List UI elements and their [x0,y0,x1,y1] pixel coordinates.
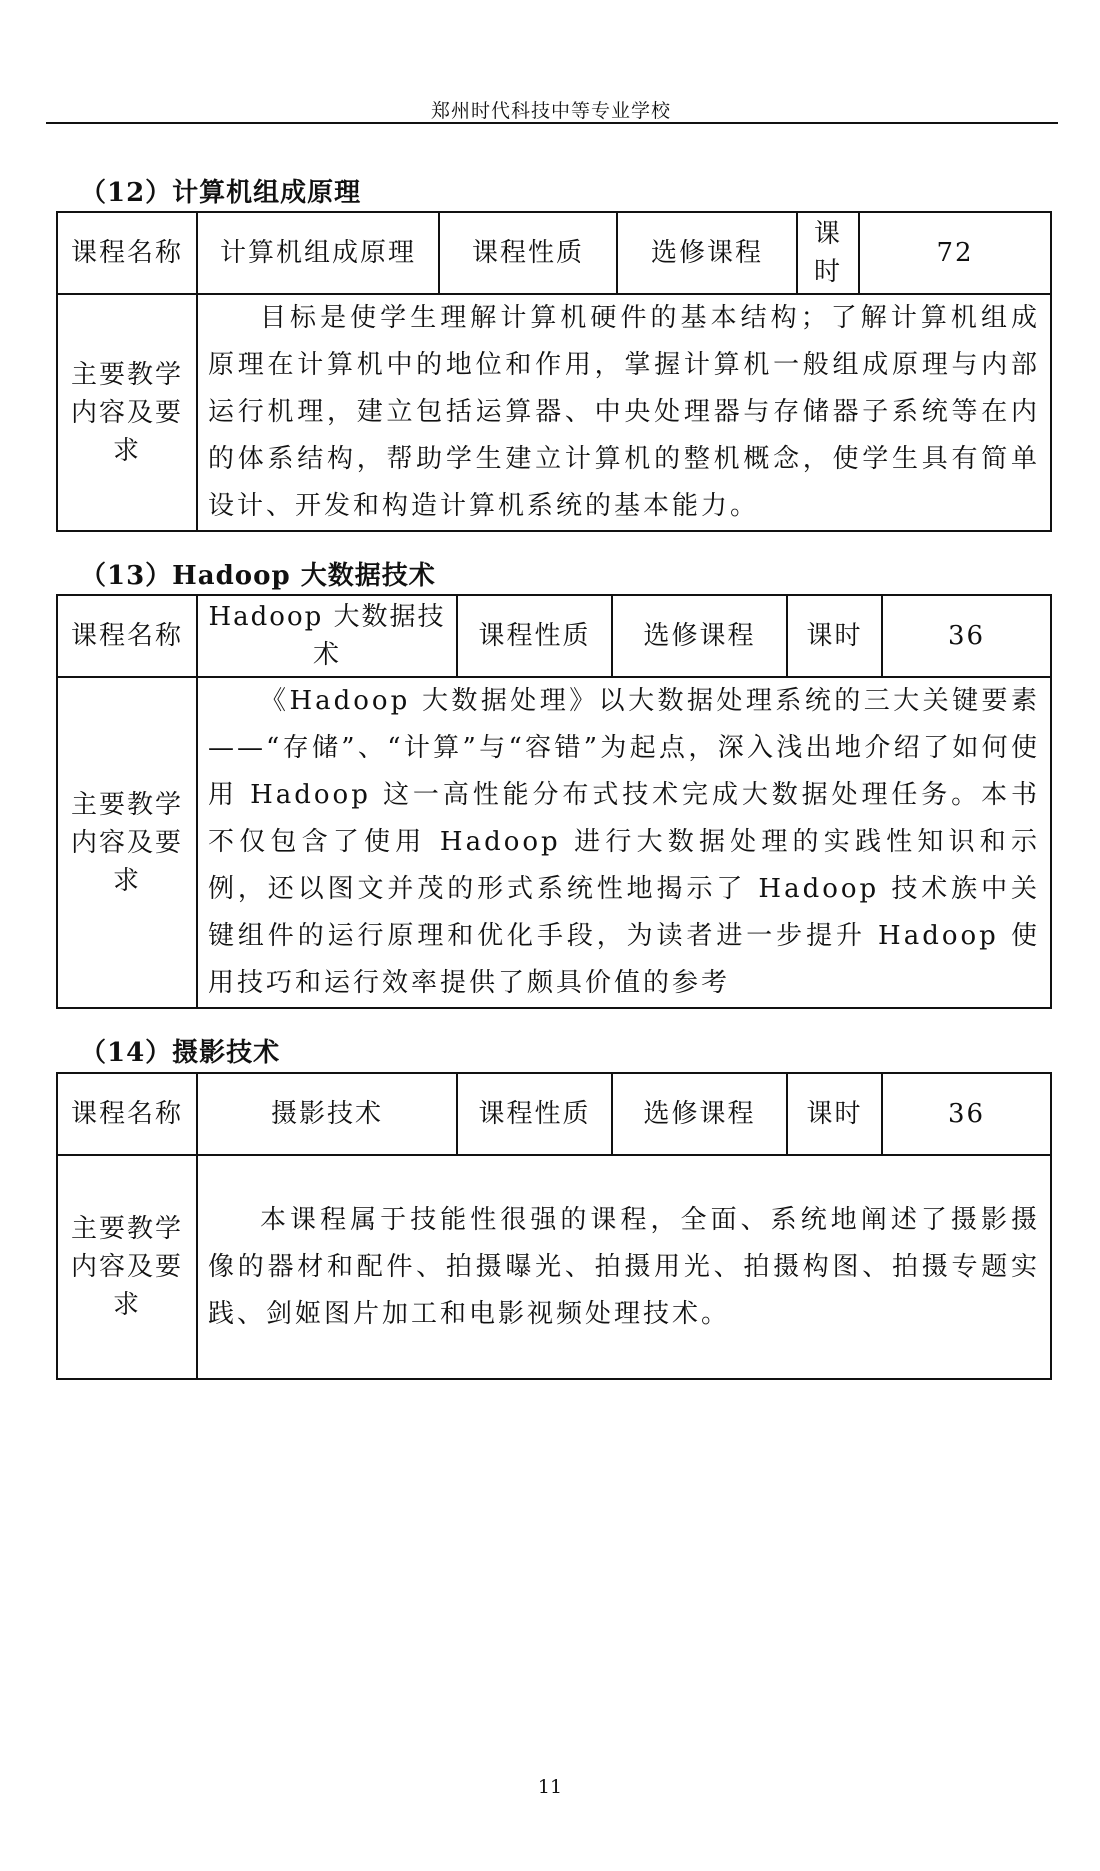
course-name-label: 课程名称 [57,1073,197,1155]
content-label: 主要教学内容及要求 [57,1155,197,1379]
content-label: 主要教学内容及要求 [57,294,197,531]
course-nature-value: 选修课程 [617,212,797,294]
course-nature-label: 课程性质 [457,1073,612,1155]
course-nature-label: 课程性质 [457,595,612,677]
course-name-label: 课程名称 [57,595,197,677]
hours-label: 课时 [787,595,882,677]
course-table-header-row [57,1073,1051,1155]
section-title-14: （14）摄影技术 [80,1038,281,1068]
course-table-content-row [57,294,1051,531]
course-table-content-row [57,677,1051,1008]
course-name-value: Hadoop 大数据技术 [197,595,457,677]
course-name-label: 课程名称 [57,212,197,294]
content-text: 目标是使学生理解计算机硬件的基本结构；了解计算机组成原理在计算机中的地位和作用，掌握计算机一般组成原理与内部运行机理，建立包括运算器、中央处理器与存储器子系统等在内的体系结构，帮助学生建立计算机的整机概念，使学生具有简单设计、开发和构造计算机系统的基本能力。 [197,294,1051,531]
content-text: 本课程属于技能性很强的课程，全面、系统地阐述了摄影摄像的器材和配件、拍摄曝光、拍摄用光、拍摄构图、拍摄专题实践、剑姬图片加工和电影视频处理技术。 [197,1155,1051,1379]
course-name-value: 摄影技术 [197,1073,457,1155]
course-nature-label: 课程性质 [439,212,617,294]
content-text: 《Hadoop 大数据处理》以大数据处理系统的三大关键要素——“存储”、“计算”与“容错”为起点，深入浅出地介绍了如何使用 Hadoop 这一高性能分布式技术完成大数据处理任务。本书不仅包含了使用 Hadoop 进行大数据处理的实践性知识和示例，还以图文并茂的形式系统性地揭示了 Hadoop 技术族中关键组件的运行原理和优化手段，为读者进一步提升 Hadoop 使用技巧和运行效率提供了颇具价值的参考 [197,677,1051,1008]
section-title-13: （13）Hadoop 大数据技术 [80,561,436,591]
page-header-school-name: 郑州时代科技中等专业学校 [430,100,671,122]
hours-value: 36 [882,595,1051,677]
course-table-12 [56,211,1052,532]
hours-value: 72 [859,212,1051,294]
course-table-content-row [57,1155,1051,1379]
header-divider [46,122,1058,124]
course-table-header-row [57,212,1051,294]
hours-label: 课时 [797,212,859,294]
hours-label: 课时 [787,1073,882,1155]
content-label: 主要教学内容及要求 [57,677,197,1008]
course-name-value: 计算机组成原理 [197,212,439,294]
page-number: 11 [537,1776,563,1798]
course-table-header-row [57,595,1051,677]
course-table-13 [56,594,1052,1009]
section-title-12: （12）计算机组成原理 [80,178,362,208]
course-nature-value: 选修课程 [612,1073,787,1155]
hours-value: 36 [882,1073,1051,1155]
course-table-14 [56,1072,1052,1380]
course-nature-value: 选修课程 [612,595,787,677]
